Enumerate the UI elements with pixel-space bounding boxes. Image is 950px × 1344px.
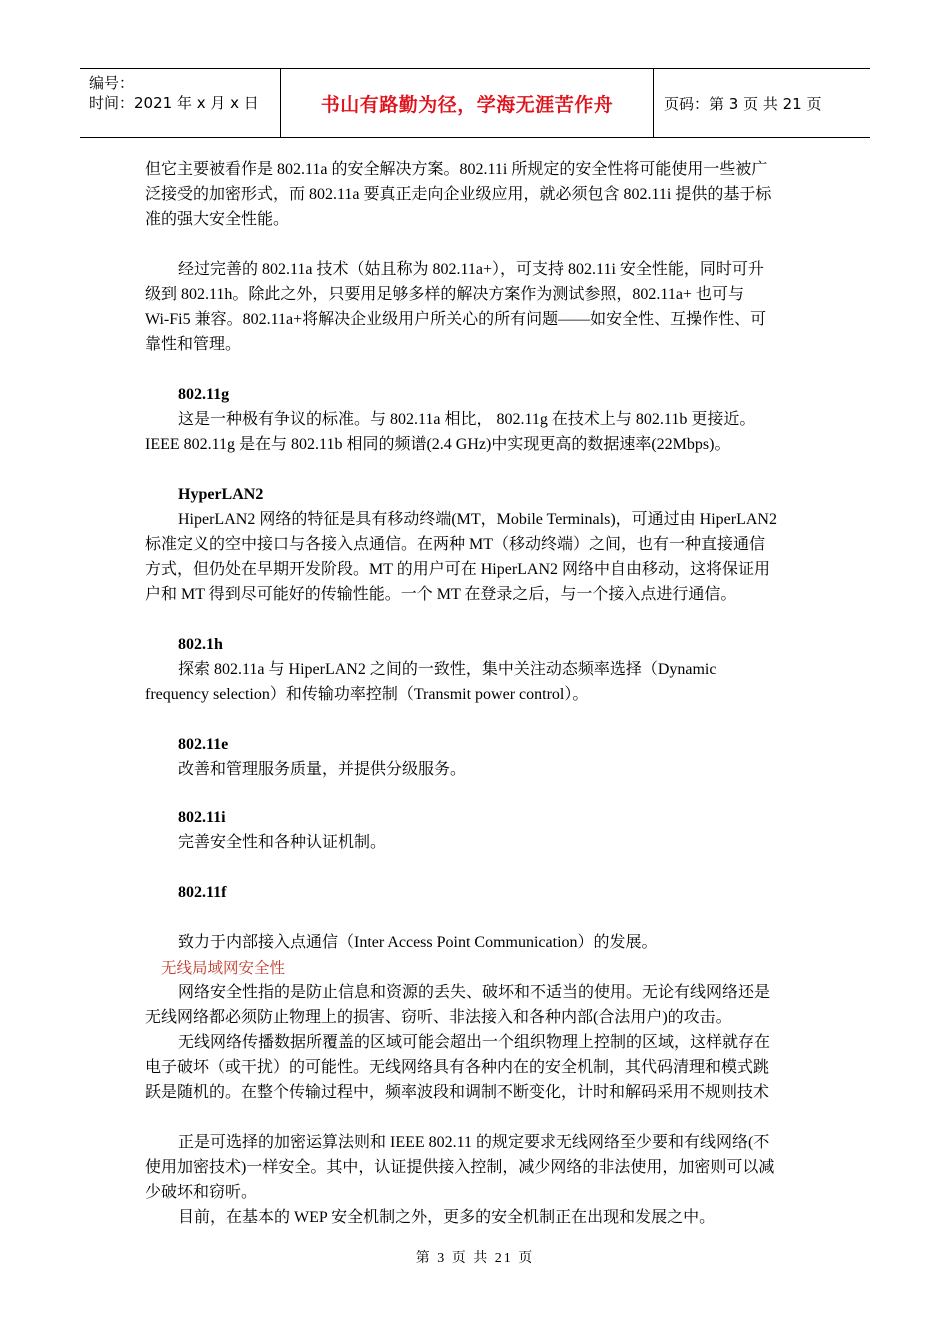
header-page-number: 页码：第 3 页 共 21 页 (664, 94, 822, 113)
body-line: IEEE 802.11g 是在与 802.11b 相同的频谱(2.4 GHz)中实现更高的数据速率(22Mbps)。 (145, 436, 731, 453)
body-line: 这是一种极有争议的标准。与 802.11a 相比， 802.11g 在技术上与 802.11b 更接近。 (178, 411, 756, 428)
body-line: 跃是随机的。在整个传输过程中，频率波段和调制不断变化，计时和解码采用不规则技术 (145, 1084, 770, 1101)
body-line: 级到 802.11h。除此之外，只要用足够多样的解决方案作为测试参照，802.11a+ 也可与 (145, 286, 744, 303)
section-heading: 802.11i (178, 809, 226, 826)
body-line: 探索 802.11a 与 HiperLAN2 之间的一致性，集中关注动态频率选择（Dynamic (178, 661, 717, 678)
body-line: 无线网络都必须防止物理上的损害、窃听、非法接入和各种内部(合法用户)的攻击。 (145, 1009, 732, 1026)
body-line: 改善和管理服务质量，并提供分级服务。 (178, 761, 467, 778)
body-line: 少破坏和窃听。 (145, 1184, 258, 1201)
body-line: 准的强大安全性能。 (145, 211, 290, 228)
body-line: 无线网络传播数据所覆盖的区域可能会超出一个组织物理上控制的区域，这样就存在 (178, 1034, 771, 1051)
body-line: 电子破坏（或干扰）的可能性。无线网络具有各种内在的安全机制，其代码清理和模式跳 (145, 1059, 770, 1076)
body-line: frequency selection）和传输功率控制（Transmit power control）。 (145, 686, 589, 703)
body-line: 经过完善的 802.11a 技术（姑且称为 802.11a+），可支持 802.11i 安全性能，同时可升 (178, 261, 764, 278)
header-number: 编号： (89, 74, 135, 92)
body-line: HiperLAN2 网络的特征是具有移动终端(MT，Mobile Terminals)，可通过由 HiperLAN2 (178, 511, 777, 528)
header-motto-cell (281, 69, 654, 137)
body-line: 标准定义的空中接口与各接入点通信。在两种 MT（移动终端）之间，也有一种直接通信 (145, 536, 766, 553)
header-time: 时间：2021 年 x 月 x 日 (89, 94, 259, 112)
section-heading: 802.11g (178, 386, 230, 403)
body-line: 网络安全性指的是防止信息和资源的丢失、破坏和不适当的使用。无论有线网络还是 (178, 984, 771, 1001)
body-line: Wi-Fi5 兼容。802.11a+将解决企业级用户所关心的所有问题——如安全性、互操作性、可 (145, 311, 767, 328)
body-line: 方式，但仍处在早期开发阶段。MT 的用户可在 HiperLAN2 网络中自由移动，这将保证用 (145, 561, 771, 578)
body-line: 但它主要被看作是 802.11a 的安全解决方案。802.11i 所规定的安全性将可能使用一些被广 (145, 161, 768, 178)
body-line: 目前，在基本的 WEP 安全机制之外，更多的安全机制正在出现和发展之中。 (178, 1209, 716, 1226)
section-heading: HyperLAN2 (178, 486, 264, 503)
body-line: 致力于内部接入点通信（Inter Access Point Communication）的发展。 (178, 934, 658, 951)
body-line: 泛接受的加密形式，而 802.11a 要真正走向企业级应用，就必须包含 802.11i 提供的基于标 (145, 186, 772, 203)
body-line: 正是可选择的加密运算法则和 IEEE 802.11 的规定要求无线网络至少要和有线网络(不 (178, 1134, 770, 1151)
body-line: 户和 MT 得到尽可能好的传输性能。一个 MT 在登录之后，与一个接入点进行通信。 (145, 586, 737, 603)
body-line: 完善安全性和各种认证机制。 (178, 834, 387, 851)
section-title-red: 无线局域网安全性 (161, 959, 286, 977)
header-page-cell (654, 69, 870, 137)
header-motto: 书山有路勤为径，学海无涯苦作舟 (320, 93, 614, 116)
body-line: 使用加密技术)一样安全。其中，认证提供接入控制，减少网络的非法使用，加密则可以减 (145, 1159, 775, 1176)
section-heading: 802.1h (178, 636, 223, 653)
body-line: 靠性和管理。 (145, 336, 242, 353)
header-meta-cell (80, 69, 281, 137)
section-heading: 802.11f (178, 884, 227, 901)
section-heading: 802.11e (178, 736, 229, 753)
page-footer: 第 3 页 共 21 页 (415, 1251, 535, 1266)
page-header (80, 68, 870, 138)
